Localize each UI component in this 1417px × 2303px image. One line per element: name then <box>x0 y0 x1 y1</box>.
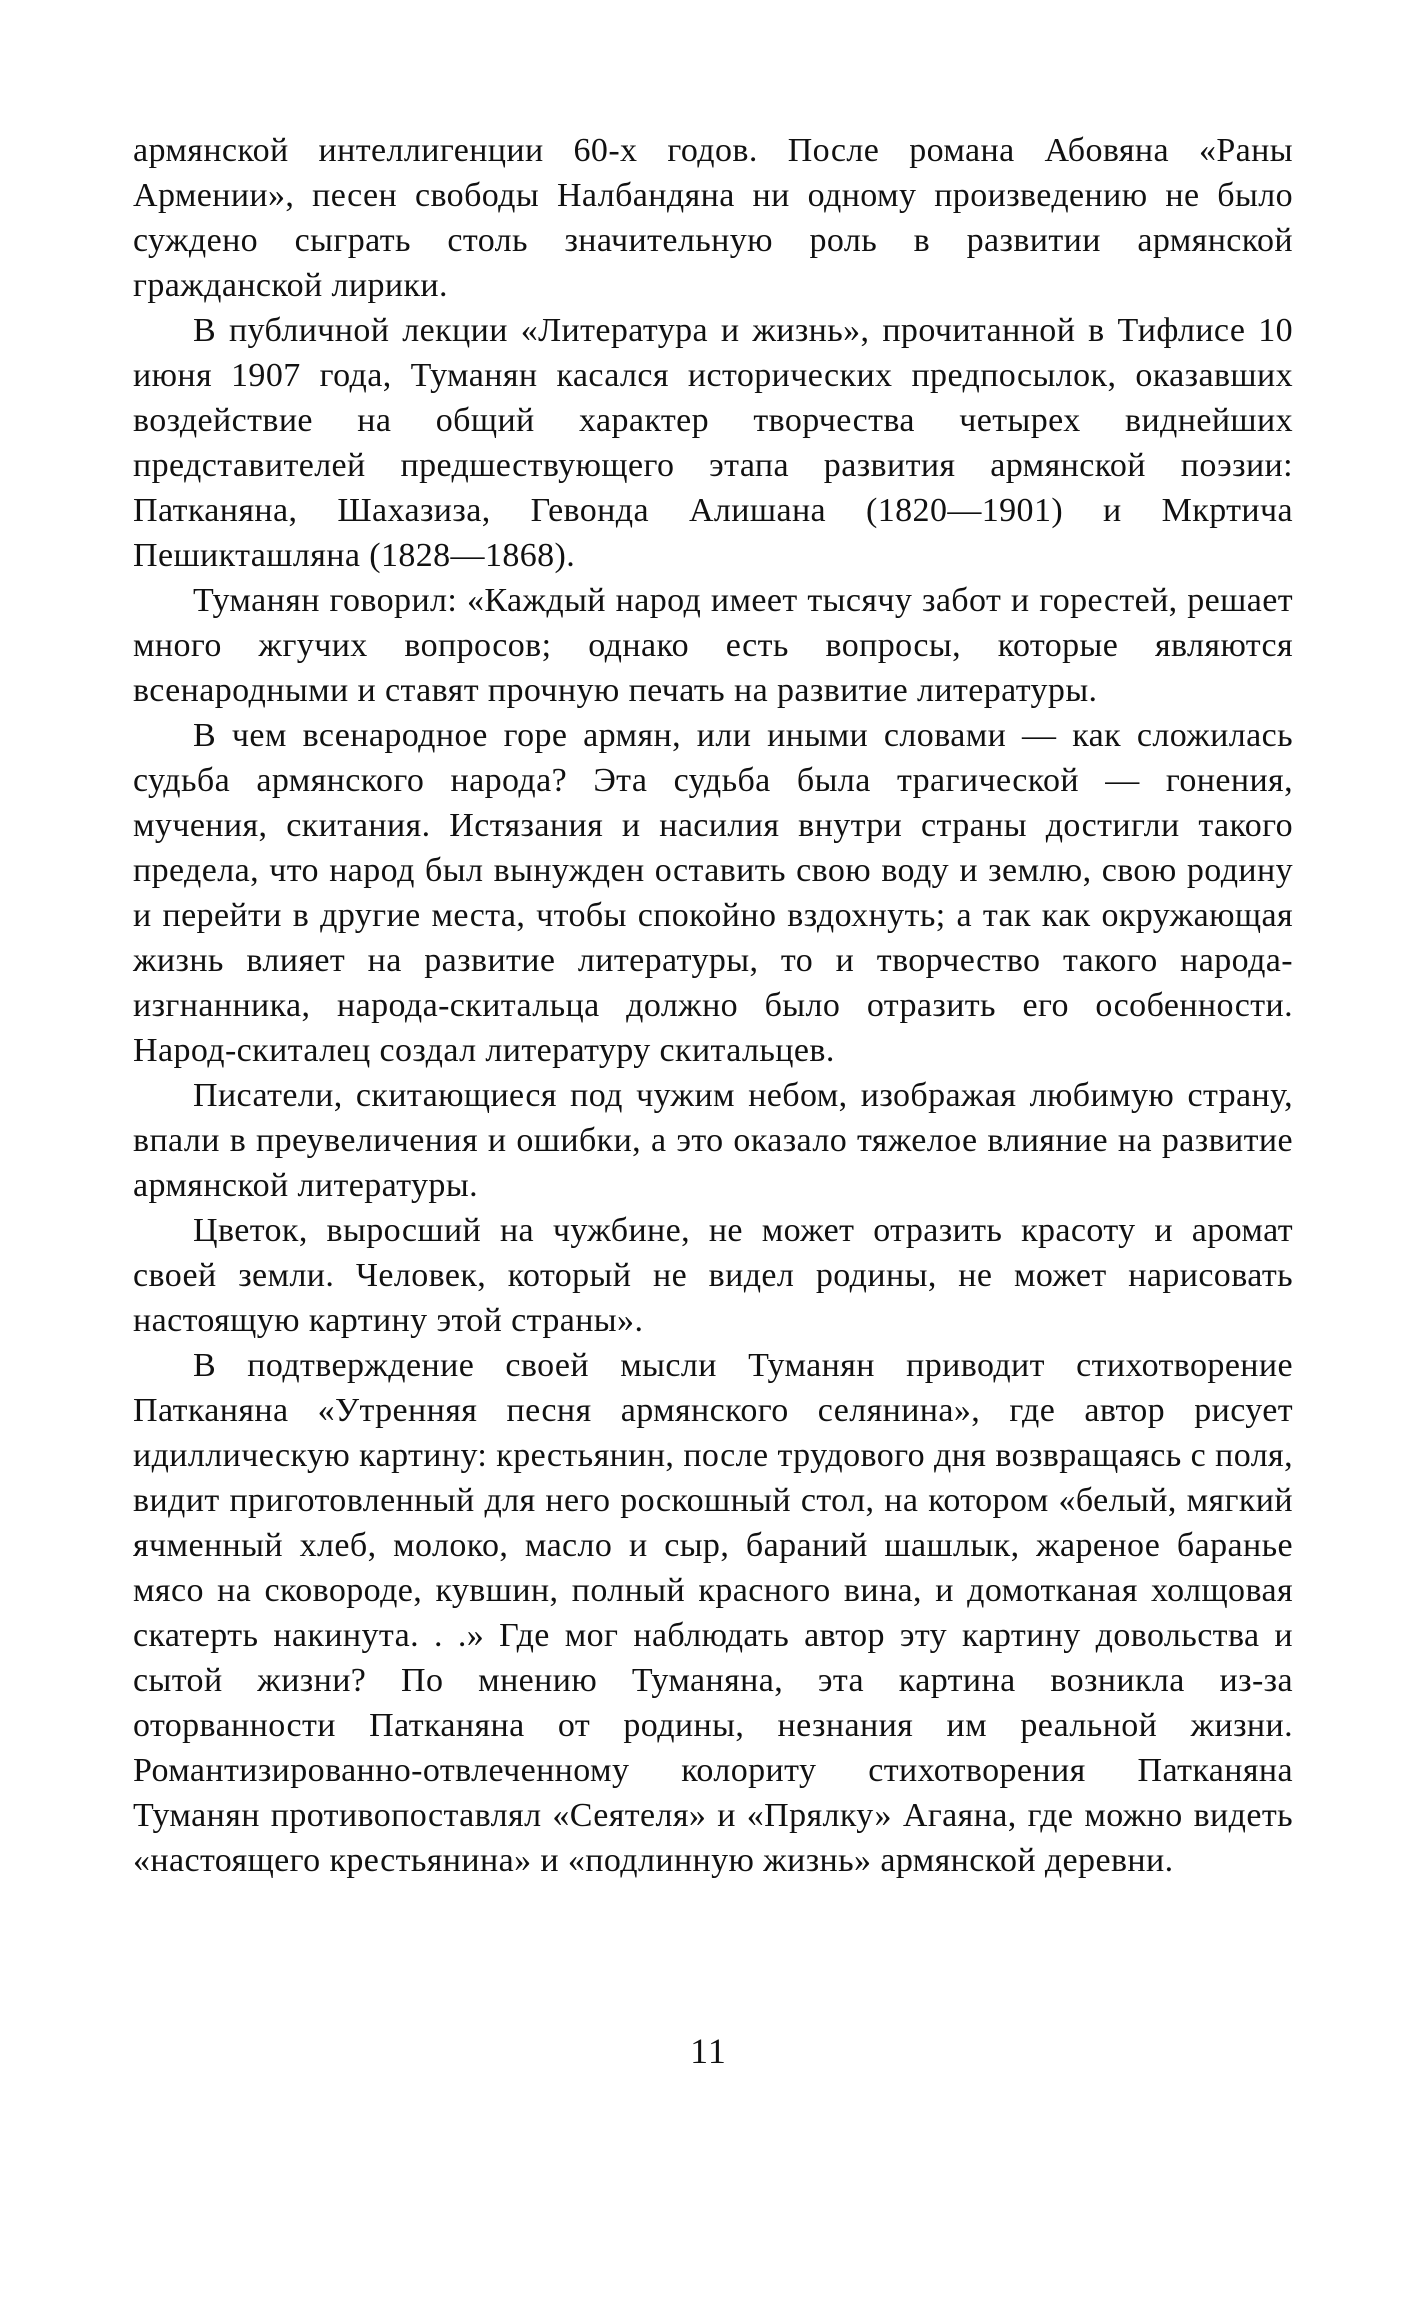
paragraph-lecture: В публичной лекции «Литература и жизнь», прочитанной в Тифлисе 10 июня 1907 года, Туманян касался исторических предпосылок, оказавших воздействие на общий характер творчества четырех виднейших представителей предшествующего этапа развития армянской поэзии: Патканяна, Шахазиза, Гевонда Алишана (1820—1901) и Мкртича Пешикташляна (1828—1868). <box>133 312 1293 574</box>
body-text <box>133 128 1293 1883</box>
paragraph-writers-abroad: Писатели, скитающиеся под чужим небом, изображая любимую страну, впали в преувеличения и ошибки, а это оказало тяжелое влияние на развитие армянской литературы. <box>133 1077 1293 1204</box>
page-number: 11 <box>690 2031 727 2071</box>
paragraph-national-grief: В чем всенародное горе армян, или иными словами — как сложилась судьба армянского народа? Эта судьба была трагической — гонения, мучения, скитания. Истязания и насилия внутри страны достигли такого предела, что народ был вынужден оставить свою воду и землю, свою родину и перейти в другие места, чтобы спокойно вздохнуть; а так как окружающая жизнь влияет на развитие литературы, то и творчество такого народа-изгнанника, народа-скитальца должно было отразить его особенности. Народ-скиталец создал литературу скитальцев. <box>133 717 1293 1069</box>
paragraph-quote-start: Туманян говорил: «Каждый народ имеет тысячу забот и горестей, решает много жгучих вопросов; однако есть вопросы, которые являются всенародными и ставят прочную печать на развитие литературы. <box>133 582 1293 709</box>
paragraph-continuation: армянской интеллигенции 60-х годов. После романа Абовяна «Раны Армении», песен свободы Налбандяна ни одному произведению не было суждено сыграть столь значительную роль в развитии армянской гражданской лирики. <box>133 132 1293 304</box>
paragraph-patkanyan-poem: В подтверждение своей мысли Туманян приводит стихотворение Патканяна «Утренняя песня армянского селянина», где автор рисует идиллическую картину: крестьянин, после трудового дня возвращаясь с поля, видит приготовленный для него роскошный стол, на котором «белый, мягкий ячменный хлеб, молоко, масло и сыр, бараний шашлык, жареное баранье мясо на сковороде, кувшин, полный красного вина, и домотканая холщовая скатерть накинута. . .» Где мог наблюдать автор эту картину довольства и сытой жизни? По мнению Туманяна, эта картина возникла из-за оторванности Патканяна от родины, незнания им реальной жизни. Романтизированно-отвлеченному колориту стихотворения Патканяна Туманян противопоставлял «Сеятеля» и «Прялку» Агаяна, где можно видеть «настоящего крестьянина» и «подлинную жизнь» армянской деревни. <box>133 1347 1293 1879</box>
paragraph-flower: Цветок, выросший на чужбине, не может отразить красоту и аромат своей земли. Человек, который не видел родины, не может нарисовать настоящую картину этой страны». <box>133 1212 1293 1339</box>
